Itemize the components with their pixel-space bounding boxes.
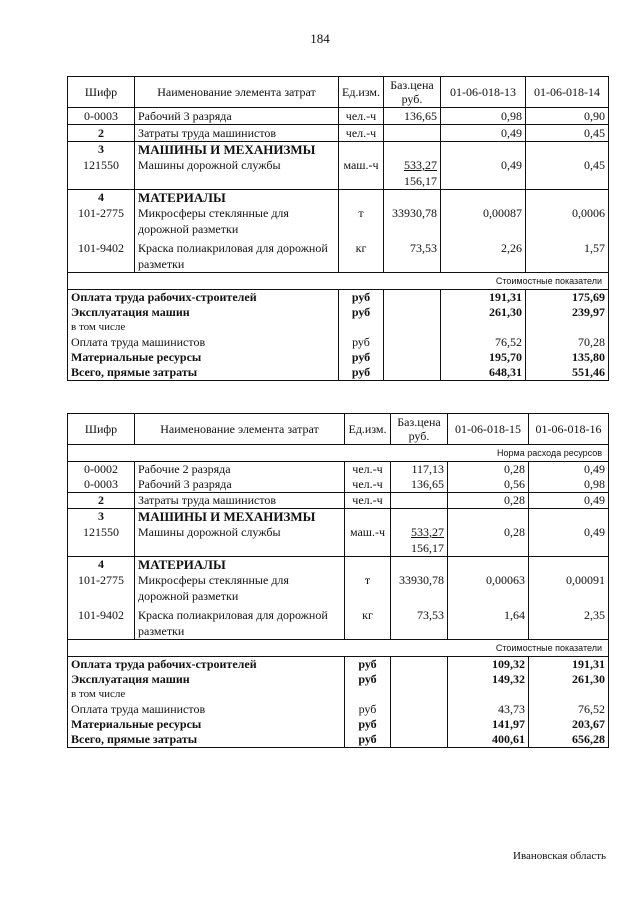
total-value-2: 191,31 <box>529 657 609 673</box>
row-unit: чел.-ч <box>339 108 384 125</box>
row-unit: маш.-ч <box>339 157 384 190</box>
section-code: 4 <box>68 557 135 573</box>
row-unit: т <box>345 572 391 604</box>
total-unit: руб <box>345 657 391 673</box>
row-value-2: 0,90 <box>526 108 609 125</box>
row-price: 73,53 <box>391 607 448 640</box>
table-row <box>68 607 609 640</box>
row-code: 0-0003 <box>68 477 135 493</box>
total-value-2: 76,52 <box>529 702 609 717</box>
total-value-1: 43,73 <box>448 702 529 717</box>
header-unit: Ед.изм. <box>345 414 391 445</box>
total-unit: руб <box>339 350 384 365</box>
header-col-2: 01-06-018-16 <box>529 414 609 445</box>
header-unit: Ед.изм. <box>339 77 384 108</box>
norm-label: Норма расхода ресурсов <box>68 445 609 462</box>
row-value-2: 2,35 <box>529 607 609 640</box>
row-price: 73,53 <box>384 240 441 273</box>
header-price-line2: руб. <box>408 429 430 443</box>
row-value-2: 0,49 <box>529 462 609 478</box>
header-code: Шифр <box>68 414 135 445</box>
header-price-line1: Баз.цена <box>397 415 441 429</box>
total-unit: руб <box>345 702 391 717</box>
page-number: 184 <box>310 31 330 46</box>
total-value-2: 261,30 <box>529 672 609 687</box>
row-value-1: 0,28 <box>448 493 529 509</box>
row-price: 117,13 <box>391 462 448 478</box>
row-code: 101-9402 <box>68 240 135 273</box>
table-row <box>68 493 609 509</box>
total-unit: руб <box>345 732 391 748</box>
row-value-2: 0,45 <box>526 125 609 142</box>
total-row <box>68 290 609 306</box>
cost-table-1 <box>67 76 609 381</box>
table-header <box>68 77 609 108</box>
total-value-1: 141,97 <box>448 717 529 732</box>
total-unit: руб <box>345 717 391 732</box>
total-name: Всего, прямые затраты <box>68 365 339 381</box>
row-price <box>384 125 441 142</box>
total-value-1: 195,70 <box>441 350 526 365</box>
row-unit: т <box>339 205 384 237</box>
table-row <box>68 462 609 478</box>
row-value-1: 0,49 <box>441 125 526 142</box>
cost-indicators-label: Стоимостные показатели <box>68 273 609 290</box>
row-value-2: 0,00091 <box>529 572 609 604</box>
section-code: 3 <box>68 142 135 158</box>
row-price <box>391 493 448 509</box>
row-price: 33930,78 <box>391 572 448 604</box>
section-code: 3 <box>68 509 135 525</box>
table-row <box>68 240 609 273</box>
table-header <box>68 414 609 445</box>
header-price <box>384 77 441 108</box>
header-name: Наименование элемента затрат <box>135 414 345 445</box>
total-row <box>68 732 609 748</box>
row-name: Затраты труда машинистов <box>135 125 339 142</box>
row-code: 101-2775 <box>68 572 135 604</box>
total-unit: руб <box>339 305 384 320</box>
row-name: Рабочие 2 разряда <box>135 462 345 478</box>
total-name: Всего, прямые затраты <box>68 732 345 748</box>
total-value-1: 400,61 <box>448 732 529 748</box>
header-col-2: 01-06-018-14 <box>526 77 609 108</box>
row-name: Рабочий 3 разряда <box>135 477 345 493</box>
row-code: 101-9402 <box>68 607 135 640</box>
total-value-2: 175,69 <box>526 290 609 306</box>
cost-table-2 <box>67 413 609 748</box>
price-underlined: 533,27 <box>404 158 437 172</box>
row-name: Машины дорожной службы <box>135 157 339 190</box>
total-value-2: 656,28 <box>529 732 609 748</box>
row-unit: чел.-ч <box>345 462 391 478</box>
total-name: Материальные ресурсы <box>68 350 339 365</box>
row-value-1: 0,28 <box>448 462 529 478</box>
total-unit: руб <box>339 365 384 381</box>
total-name: Оплата труда машинистов <box>68 702 345 717</box>
table-row <box>68 524 609 557</box>
subheader-row <box>68 445 609 462</box>
row-unit: чел.-ч <box>345 493 391 509</box>
total-row <box>68 657 609 673</box>
row-code: 0-0002 <box>68 462 135 478</box>
row-name: Затраты труда машинистов <box>135 493 345 509</box>
row-code: 121550 <box>68 157 135 190</box>
section-row <box>68 190 609 206</box>
total-row <box>68 335 609 350</box>
total-value-1: 191,31 <box>441 290 526 306</box>
row-name: Краска полиакриловая для дорожной разметки <box>135 607 345 640</box>
total-row <box>68 365 609 381</box>
row-price: 33930,78 <box>384 205 441 237</box>
price-second: 156,17 <box>404 174 437 188</box>
header-price-line2: руб. <box>401 92 423 106</box>
subheader-row <box>68 273 609 290</box>
total-value-1: 109,32 <box>448 657 529 673</box>
total-name: Оплата труда рабочих-строителей <box>68 290 339 306</box>
row-unit: маш.-ч <box>345 524 391 557</box>
table-row <box>68 157 609 190</box>
section-title: МАШИНЫ И МЕХАНИЗМЫ <box>135 142 339 158</box>
row-code: 121550 <box>68 524 135 557</box>
total-value-1: 149,32 <box>448 672 529 687</box>
header-name: Наименование элемента затрат <box>135 77 339 108</box>
header-price <box>391 414 448 445</box>
header-col-1: 01-06-018-13 <box>441 77 526 108</box>
total-value-2: 135,80 <box>526 350 609 365</box>
total-value-1: 261,30 <box>441 305 526 320</box>
row-value-2: 1,57 <box>526 240 609 273</box>
row-unit: кг <box>339 240 384 273</box>
section-title: МАШИНЫ И МЕХАНИЗМЫ <box>135 509 345 525</box>
header-price-line1: Баз.цена <box>390 78 434 92</box>
row-value-1: 0,98 <box>441 108 526 125</box>
row-name: Микросферы стеклянные для дорожной разметки <box>135 205 339 237</box>
total-name: Эксплуатация машин <box>68 672 345 687</box>
table-row <box>68 125 609 142</box>
cost-indicators-label: Стоимостные показатели <box>68 640 609 657</box>
row-value-2: 0,45 <box>526 157 609 190</box>
row-value-2: 0,0006 <box>526 205 609 237</box>
total-row <box>68 320 609 335</box>
total-note: в том числе <box>68 687 345 702</box>
total-row <box>68 350 609 365</box>
row-value-1: 0,56 <box>448 477 529 493</box>
total-row <box>68 702 609 717</box>
total-unit: руб <box>345 672 391 687</box>
total-unit: руб <box>339 290 384 306</box>
total-value-2: 551,46 <box>526 365 609 381</box>
row-value-2: 0,49 <box>529 493 609 509</box>
row-unit: чел.-ч <box>339 125 384 142</box>
total-row <box>68 305 609 320</box>
section-title: МАТЕРИАЛЫ <box>135 190 339 206</box>
row-code: 101-2775 <box>68 205 135 237</box>
total-row <box>68 717 609 732</box>
section-row <box>68 142 609 158</box>
total-value-2: 239,97 <box>526 305 609 320</box>
total-unit: руб <box>339 335 384 350</box>
row-value-1: 0,00087 <box>441 205 526 237</box>
total-row <box>68 687 609 702</box>
row-code: 0-0003 <box>68 108 135 125</box>
row-code: 2 <box>68 493 135 509</box>
total-value-2: 70,28 <box>526 335 609 350</box>
row-code: 2 <box>68 125 135 142</box>
section-row <box>68 557 609 573</box>
table-row <box>68 477 609 493</box>
total-value-2: 203,67 <box>529 717 609 732</box>
total-name: Оплата труда машинистов <box>68 335 339 350</box>
row-value-1: 0,00063 <box>448 572 529 604</box>
row-value-2: 0,98 <box>529 477 609 493</box>
table-row <box>68 572 609 604</box>
table-row <box>68 108 609 125</box>
header-col-1: 01-06-018-15 <box>448 414 529 445</box>
row-price: 136,65 <box>391 477 448 493</box>
row-unit: кг <box>345 607 391 640</box>
row-value-1: 2,26 <box>441 240 526 273</box>
row-name: Краска полиакриловая для дорожной разметки <box>135 240 339 273</box>
header-code: Шифр <box>68 77 135 108</box>
price-underlined: 533,27 <box>411 525 444 539</box>
section-title: МАТЕРИАЛЫ <box>135 557 345 573</box>
row-name: Микросферы стеклянные для дорожной разметки <box>135 572 345 604</box>
row-name: Машины дорожной службы <box>135 524 345 557</box>
total-name: Материальные ресурсы <box>68 717 345 732</box>
row-price <box>391 524 448 557</box>
total-value-1: 648,31 <box>441 365 526 381</box>
total-value-1: 76,52 <box>441 335 526 350</box>
total-name: Оплата труда рабочих-строителей <box>68 657 345 673</box>
total-name: Эксплуатация машин <box>68 305 339 320</box>
row-value-1: 0,49 <box>441 157 526 190</box>
table-row <box>68 205 609 237</box>
subheader-row <box>68 640 609 657</box>
row-price <box>384 157 441 190</box>
row-value-1: 1,64 <box>448 607 529 640</box>
row-name: Рабочий 3 разряда <box>135 108 339 125</box>
section-code: 4 <box>68 190 135 206</box>
total-row <box>68 672 609 687</box>
row-value-1: 0,28 <box>448 524 529 557</box>
section-row <box>68 509 609 525</box>
row-value-2: 0,49 <box>529 524 609 557</box>
row-price: 136,65 <box>384 108 441 125</box>
row-unit: чел.-ч <box>345 477 391 493</box>
footer-region: Ивановская область <box>513 850 607 862</box>
price-second: 156,17 <box>411 541 444 555</box>
total-note: в том числе <box>68 320 339 335</box>
